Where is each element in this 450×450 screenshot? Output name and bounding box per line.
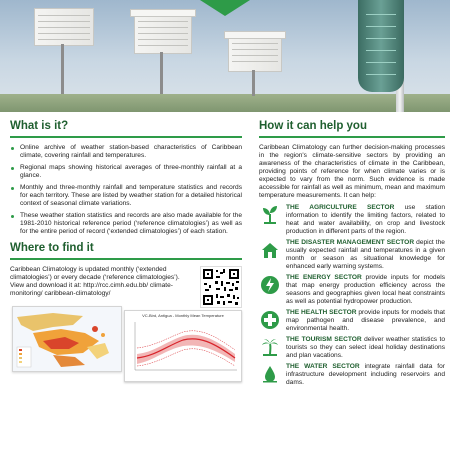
energy-icon xyxy=(259,274,281,296)
sector-disaster-management xyxy=(259,239,445,271)
caribbean-map-image xyxy=(12,306,122,372)
sector-title: THE HEALTH SECTOR xyxy=(286,309,357,316)
instrument-shelter-icon xyxy=(134,14,192,54)
sector-text xyxy=(286,204,445,236)
how-it-helps-heading: How it can help you xyxy=(259,120,367,132)
sector-title: THE DISASTER MANAGEMENT SECTOR xyxy=(286,239,415,246)
sector-title: THE TOURISM SECTOR xyxy=(286,336,362,343)
instrument-shelter-icon xyxy=(228,36,282,72)
instrument-shelter-icon xyxy=(34,8,94,46)
sector-text xyxy=(286,274,445,306)
shelter-leg xyxy=(160,52,163,94)
left-column xyxy=(10,120,242,372)
heading-underline xyxy=(259,136,445,138)
sector-description: deliver weather statistics to tourists so they can select ideal holiday destinations and plan vacations. xyxy=(286,336,445,359)
palm-tree-icon xyxy=(259,336,281,358)
chart-title: VC-Bird, Antigua - Monthly Mean Temperature xyxy=(142,313,224,318)
sector-water xyxy=(259,363,445,387)
sector-text xyxy=(286,309,445,333)
shelter-leg xyxy=(61,44,64,94)
sector-title: THE WATER SECTOR xyxy=(286,363,360,370)
sector-agriculture xyxy=(259,204,445,236)
sector-title: THE AGRICULTURE SECTOR xyxy=(286,204,395,211)
house-icon xyxy=(259,239,281,261)
water-drop-icon xyxy=(259,363,281,385)
sector-description: use station information to identify the limiting factors, related to heat and water availability, on crop and livestock production in different parts of the region. xyxy=(286,204,445,235)
health-cross-icon xyxy=(259,309,281,331)
hero-photo xyxy=(0,0,450,112)
sector-description: integrate rainfall data for infrastructure development including reservoirs and dams. xyxy=(286,363,445,386)
heading-underline xyxy=(10,258,242,260)
where-to-find-text: Caribbean Climatology is updated monthly (‘extended climatologies’) or every decade (‘reference climatologies’). View and download it at: http://rcc.cimh.edu.bb/ climate-monitoring/ caribbean-climatology/ xyxy=(10,266,180,297)
down-arrow-icon xyxy=(200,0,250,16)
sector-energy xyxy=(259,274,445,306)
map-and-chart-images xyxy=(10,306,242,372)
grass-ground xyxy=(0,94,450,112)
list-item: Monthly and three-monthly rainfall and temperature statistics and records for each territory. These are listed by weather station for a detailed historical context of seasonal climate variations. xyxy=(10,184,242,208)
where-to-find-heading: Where to find it xyxy=(10,242,94,254)
sector-description: provide inputs for models that map pathogen and disease prevalence, and environmental health. xyxy=(286,309,445,332)
sector-health xyxy=(259,309,445,333)
right-column xyxy=(259,120,445,390)
rain-gauge-icon xyxy=(358,0,404,92)
qr-code-icon[interactable] xyxy=(200,266,242,308)
sector-title: THE ENERGY SECTOR xyxy=(286,274,362,281)
shelter-leg xyxy=(252,70,255,96)
what-is-it-heading: What is it? xyxy=(10,120,69,132)
sector-text xyxy=(286,336,445,360)
where-to-find-section xyxy=(10,266,242,298)
list-item: Regional maps showing historical averages of three-monthly rainfall at a glance. xyxy=(10,164,242,180)
sector-text xyxy=(286,363,445,387)
list-item: Online archive of weather station-based characteristics of Caribbean climate, covering rainfall and temperatures. xyxy=(10,144,242,160)
what-is-it-list xyxy=(10,144,242,236)
how-it-helps-intro: Caribbean Climatology can further decision-making processes in the region's climate-sensitive sectors by providing an awareness of the characteristics of climate in the Caribbean, providing points of reference for when climate varies or is expected to vary from the norm. Such evidence is made accessible for rainfall as well as minimum, mean and maximum temperature measurements. It can help: xyxy=(259,144,445,199)
plant-icon xyxy=(259,204,281,226)
sector-description: depict the usually expected rainfall and temperatures in a given month or season as situational knowledge for enhanced early warning systems. xyxy=(286,239,445,270)
sector-description: provide inputs for models that map energy production efficiency across the seasons and geographies given local heat constraints as well as potential hydropower production. xyxy=(286,274,446,305)
list-item: These weather station statistics and records are also made available for the 1981-2010 historical reference period (‘reference climatologies’) as well as for the entire period of record (‘extended climatologies’) of each station. xyxy=(10,212,242,236)
temperature-chart-image xyxy=(124,310,242,382)
heading-underline xyxy=(10,136,242,138)
sector-tourism xyxy=(259,336,445,360)
sector-text xyxy=(286,239,445,271)
